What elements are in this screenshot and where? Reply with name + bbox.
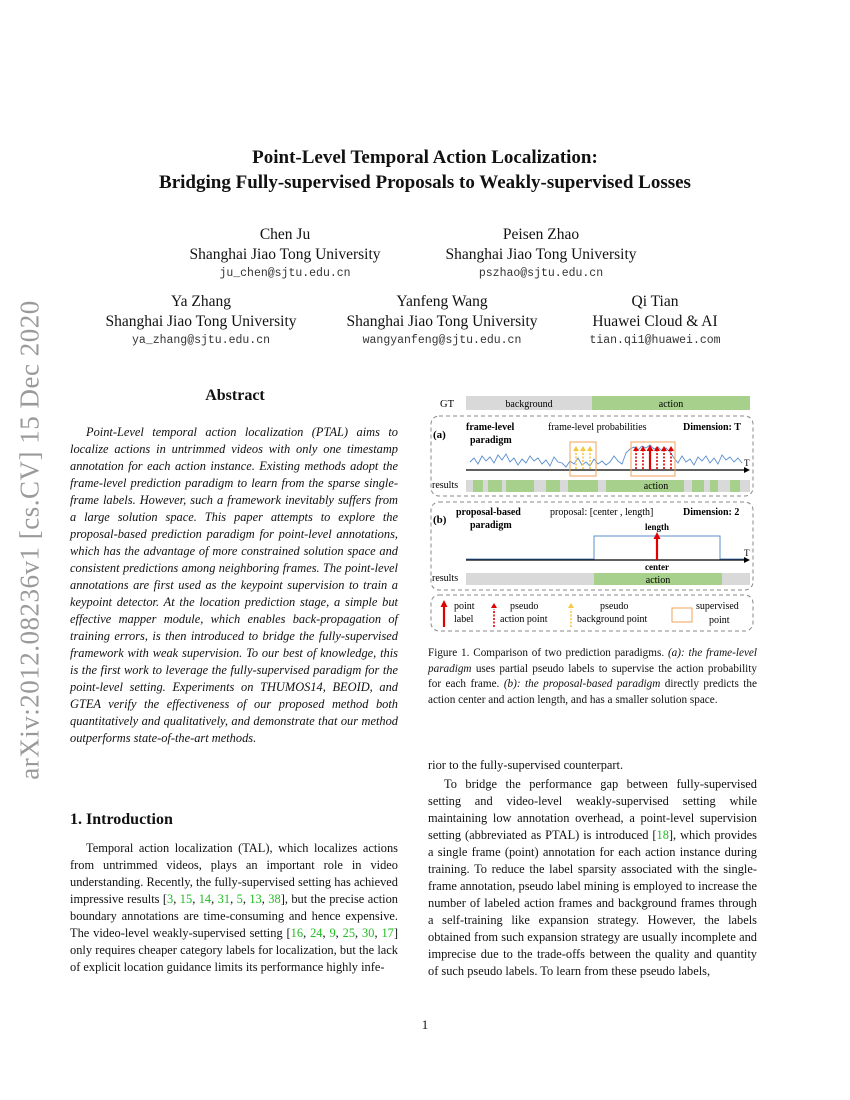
abstract-text: Point-Level temporal action localization (PTAL) aims to localize actions in untrimmed videos with only one timestamp annotation for each action instance. Existing methods adopt the frame-level prediction paradigm to learn from the sparse single-frame labels. However, such a framework inevitably suffers from a large solution space. This paper attempts to explore the proposal-based prediction paradigm for point-level annotations, which has the advantage of more constrained solution space and consistent predictions among neighboring frames. The point-level annotations are first used as the keypoint supervision to train a keypoint detector. At the location prediction stage, a simple but effective mapper module, which enables back-propagation of training errors, is then introduced to bridge the fully-supervised framework with weak supervision. To our best of knowledge, this is the first work to leverage the fully-supervised paradigm for the point-level setting. Experiments on THUMOS14, BEOID, and GTEA verify the effectiveness of our proposed method both quantitatively and qualitatively, and demonstrate that our method outperforms state-of-the-art methods.	[70, 425, 398, 745]
intro-paragraph-1: Temporal action localization (TAL), which localizes actions from untrimmed videos, plays an important role in video understanding. Recently, the fully-supervised setting has achieved impressive results [3, 15, 14, 31, 5, 13, 38], but the precise action boundary annotations are time-consuming and hence expensive. The video-level weakly-supervised setting [16, 24, 9, 25, 30, 17] only requires cheaper category labels for localization, but the lack of explicit location guidance limits its performance highly infe-	[70, 841, 399, 974]
citation-link[interactable]: 15	[179, 892, 193, 906]
citation-link[interactable]: 30	[362, 926, 375, 940]
author-block	[540, 292, 770, 350]
author-affiliation: Shanghai Jiao Tong University	[445, 246, 637, 263]
author-email[interactable]: ya_zhang@sjtu.edu.cn	[131, 334, 271, 347]
citation-link[interactable]: 13	[249, 892, 262, 906]
caption-italic: (b): the proposal-based paradigm	[503, 678, 661, 690]
citation-link[interactable]: 14	[198, 892, 212, 906]
gt-label: GT	[440, 399, 454, 410]
results-a-action-label: action	[643, 481, 669, 492]
citation-link[interactable]: 18	[656, 828, 669, 842]
intro-paragraph-1-continued: rior to the fully-supervised counterpart.	[428, 758, 624, 772]
proposal-based-title: proposal-based	[456, 507, 521, 518]
text-run: Temporal action localization (TAL), which localizes actions from untrimmed videos, plays an important role in video understanding. Recently, the fully-supervised setting has achieved impressive results [	[70, 841, 398, 906]
author-affiliation: Shanghai Jiao Tong University	[189, 246, 381, 263]
figure-1	[428, 392, 758, 632]
length-label: length	[644, 522, 670, 532]
author-name: Chen Ju	[259, 226, 311, 243]
legend-label: label	[454, 614, 474, 625]
frame-prob-label: frame-level probabilities	[548, 422, 647, 433]
author-email[interactable]: ju_chen@sjtu.edu.cn	[219, 267, 351, 280]
abstract-heading: Abstract	[205, 387, 265, 404]
time-axis-b-label: T	[744, 548, 750, 558]
arxiv-id-text: arXiv:2012.08236v1 [cs.CV] 15 Dec 2020	[14, 300, 45, 780]
frame-level-paradigm: paradigm	[470, 435, 512, 446]
results-b-action-label: action	[645, 575, 671, 586]
pseudo-background-arrows	[576, 450, 590, 469]
caption-text: directly predicts the action center and action length, and has a smaller solution space.	[428, 678, 757, 706]
proposal-desc-label: proposal: [center , length]	[550, 507, 654, 518]
citation-link[interactable]: 5	[236, 892, 243, 906]
results-a-label: results	[432, 480, 459, 491]
panel-a-label: (a)	[433, 429, 446, 441]
dimension-2-label: Dimension: 2	[683, 507, 740, 518]
citation-link[interactable]: 25	[342, 926, 356, 940]
proposal-based-paradigm: paradigm	[470, 520, 512, 531]
pseudo-action-arrows	[636, 450, 671, 469]
citation-link[interactable]: 24	[310, 926, 323, 940]
citation-link[interactable]: 16	[290, 926, 304, 940]
author-affiliation: Huawei Cloud & AI	[592, 313, 718, 330]
legend-point-2: point	[709, 615, 730, 626]
author-email[interactable]: pszhao@sjtu.edu.cn	[478, 267, 604, 280]
legend-supervised: supervised	[696, 601, 739, 612]
figure-1-caption	[428, 646, 757, 708]
author-email[interactable]: tian.qi1@huawei.com	[589, 334, 721, 347]
caption-text: uses partial pseudo labels to supervise the action probability for each frame.	[428, 662, 757, 690]
legend-action-point: action point	[500, 614, 548, 625]
page-number: 1	[421, 1017, 429, 1032]
legend-supervised-box-icon	[672, 608, 692, 622]
citation-link[interactable]: 9	[329, 926, 336, 940]
gt-action-label: action	[658, 399, 684, 410]
panel-b-label: (b)	[433, 514, 447, 526]
legend-point: point	[454, 601, 475, 612]
pseudo-action-box	[631, 442, 675, 476]
author-affiliation: Shanghai Jiao Tong University	[346, 313, 538, 330]
author-name: Yanfeng Wang	[396, 293, 488, 310]
paper-title-line2: Bridging Fully-supervised Proposals to Weakly-supervised Losses	[159, 172, 691, 193]
author-block	[307, 292, 577, 350]
arxiv-identifier	[0, 290, 60, 790]
section-heading-introduction: 1. Introduction	[70, 811, 173, 828]
text-run: ], which provides a single frame (point) annotation for each action instance during training. To reduce the label sparsity associated with the single-frame annotation, pseudo label mining is employed to increase the number of labeled action frames and background frames through a self-training like expansion strategy. However, the labels obtained from such expansion strategy are usually incomplete and imprecise due to the trade-offs between the quality and quantity of such pseudo labels. To learn from these pseudo labels,	[428, 828, 757, 978]
text-run: ], but the precise action boundary annotations are time-consuming and hence expensive. The video-level weakly-supervised setting [	[70, 892, 399, 940]
paper-title-line1: Point-Level Temporal Action Localization:	[252, 147, 598, 168]
author-block	[66, 292, 336, 350]
results-b-label: results	[432, 573, 459, 584]
probability-signal	[470, 445, 742, 467]
author-block	[406, 225, 676, 283]
intro-paragraph-2	[428, 776, 757, 980]
citation-link[interactable]: 31	[217, 892, 231, 906]
text-run: To bridge the performance gap between fully-supervised setting and video-level weakly-supervised setting while maintaining low annotation overhead, a point-level supervision setting (abbreviated as PTAL) is introduced [	[428, 777, 757, 842]
frame-level-title: frame-level	[466, 422, 515, 433]
citation-link[interactable]: 3	[167, 892, 174, 906]
proposal-signal	[466, 536, 744, 559]
legend-background-point: background point	[577, 614, 648, 625]
legend-pseudo: pseudo	[510, 601, 539, 612]
author-name: Ya Zhang	[171, 293, 231, 310]
dimension-t-label: Dimension: T	[683, 422, 741, 433]
text-run: ] only requires cheaper category labels for localization, but the lack of explicit location guidance limits its performance highly infe-	[70, 926, 398, 974]
citation-link[interactable]: 17	[381, 926, 394, 940]
author-block	[150, 225, 420, 283]
author-affiliation: Shanghai Jiao Tong University	[105, 313, 297, 330]
author-email[interactable]: wangyanfeng@sjtu.edu.cn	[362, 334, 522, 347]
caption-italic: (a): the frame-level paradigm	[428, 647, 757, 675]
gt-background-label: background	[505, 399, 553, 410]
legend-pseudo-2: pseudo	[600, 601, 629, 612]
results-a-action-segments	[473, 480, 740, 492]
author-name: Peisen Zhao	[502, 226, 580, 243]
citation-link[interactable]: 38	[268, 892, 281, 906]
center-label: center	[645, 562, 669, 572]
author-name: Qi Tian	[631, 293, 679, 310]
time-axis-a-label: T	[744, 458, 750, 468]
caption-text: Figure 1. Comparison of two prediction paradigms.	[428, 647, 668, 659]
